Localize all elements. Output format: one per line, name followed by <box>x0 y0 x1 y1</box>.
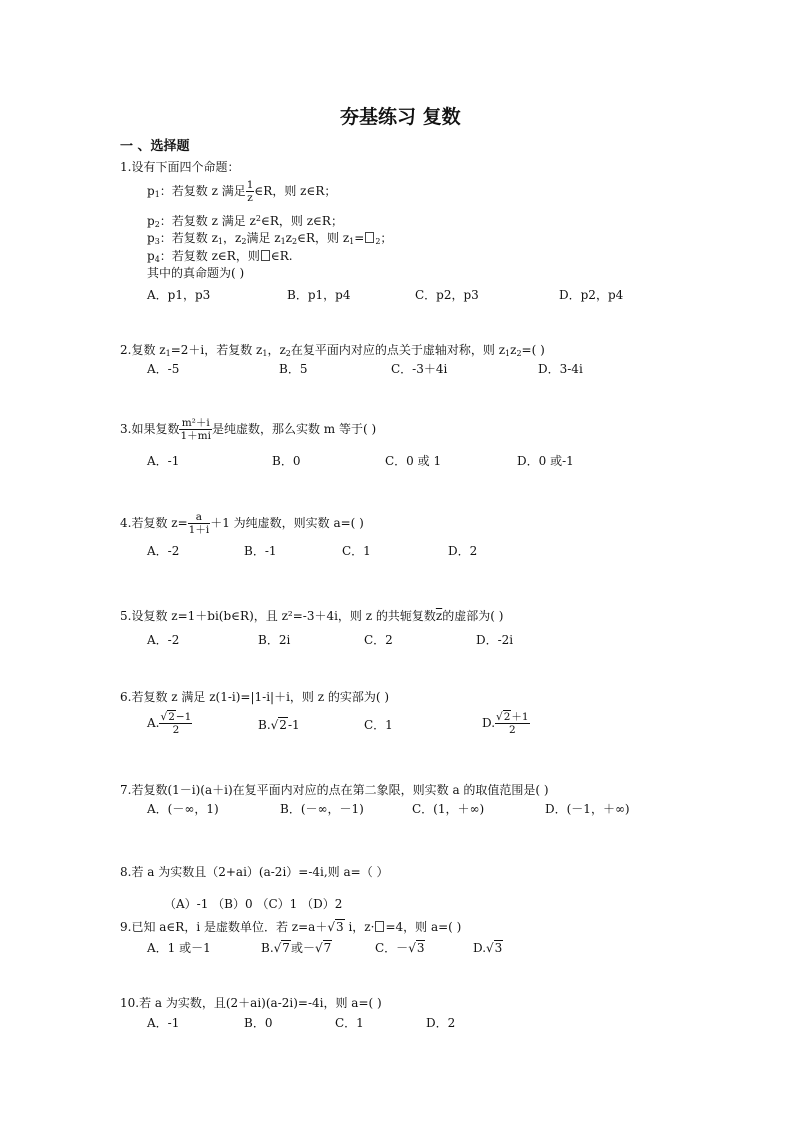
question-2-stem: 2.复数 $z_1=2+i$，若复数 $z_1$，$z_2$在复平面内对应的点关于虚轴对称，则 $z_1z_2=$( ) <box>120 343 545 358</box>
q1-option-b: B．p1，p4 <box>287 288 351 302</box>
page-title: 夯基练习 复数 <box>340 106 461 128</box>
q2-option-a: A．-5 <box>147 362 180 376</box>
q1-option-d: D．p2，p4 <box>559 288 624 302</box>
question-10-stem: 10.若 a 为实数，且(2＋ai)(a-2i)=-4i，则 a=( ) <box>120 996 382 1010</box>
q6-option-a: A. $\frac{√2-1}{2}$ <box>147 711 192 736</box>
q9-option-b: B.√7或－√7 <box>261 941 332 955</box>
q1-proposition-3: $p_3$：若复数 $z_1$，$z_2$满足 $z_1z_2\in R$，则 $z_1= _2$； <box>147 231 393 246</box>
fraction: $\frac{a}{1+i}$ <box>188 511 210 536</box>
placeholder-box-icon <box>261 250 270 261</box>
section-heading: 一 、选择题 <box>120 139 190 154</box>
q3-option-b: B．0 <box>272 454 301 468</box>
fraction: $\frac{\text{m²＋i}}{1+mi}$ <box>180 417 211 442</box>
q10-option-a: A．-1 <box>147 1016 180 1030</box>
q6-option-c: C．1 <box>364 718 393 732</box>
q4-option-c: C．1 <box>342 544 371 558</box>
q9-option-d: D.√3 <box>473 941 503 955</box>
q7-option-d: D．(－1，＋∞) <box>545 802 630 816</box>
q2-option-c: C．-3＋4i <box>391 362 448 376</box>
question-1-stem: 1.设有下面四个命题： <box>120 160 240 174</box>
question-8-stem: 8.若 a 为实数且（2+ai）(a-2i）=-4i,则 a=（ ） <box>120 865 389 879</box>
q7-option-a: A．(－∞，1) <box>147 802 219 816</box>
q8-options: （A）-1 （B）0 （C）1 （D）2 <box>164 897 343 911</box>
q5-option-d: D．-2i <box>476 633 514 647</box>
q5-option-c: C．2 <box>364 633 393 647</box>
q10-option-d: D．2 <box>426 1016 456 1030</box>
q3-option-c: C．0 或 1 <box>385 454 442 468</box>
q7-option-b: B．(－∞，－1) <box>280 802 364 816</box>
q4-option-d: D．2 <box>448 544 478 558</box>
q3-option-d: D．0 或-1 <box>517 454 574 468</box>
q2-option-d: D．3-4i <box>538 362 583 376</box>
q6-option-d: D. $\frac{√2+1}{2}$ <box>482 711 529 736</box>
q10-option-c: C．1 <box>335 1016 364 1030</box>
q1-option-a: A．p1，p3 <box>147 288 211 302</box>
q1-ask: 其中的真命题为( ) <box>147 266 245 280</box>
q5-option-a: A．-2 <box>147 633 180 647</box>
fraction: $\frac{√2+1}{2}$ <box>496 711 529 736</box>
question-9-stem: 9.已知 a∈R，i 是虚数单位．若 z=a＋√3 i，z· =4，则 a=( ) <box>120 920 462 934</box>
q2-option-b: B．5 <box>279 362 308 376</box>
q3-option-a: A．-1 <box>147 454 180 468</box>
fraction: $\frac{1}{z}$ <box>246 179 254 204</box>
q1-proposition-1: $p_1$：若复数 z 满足 $\frac{1}{z}$ ∈R，则 z∈R； <box>147 179 337 204</box>
q10-option-b: B．0 <box>244 1016 273 1030</box>
fraction: $\frac{√2-1}{2}$ <box>160 711 192 736</box>
q1-option-c: C．p2，p3 <box>415 288 479 302</box>
question-6-stem: 6.若复数 z 满足 z(1-i)=|1-i|＋i，则 z 的实部为( ) <box>120 690 390 704</box>
q6-option-b: B.√2-1 <box>258 718 300 732</box>
placeholder-box-icon <box>375 921 384 932</box>
q7-option-c: C．(1，＋∞) <box>412 802 485 816</box>
q4-option-a: A．-2 <box>147 544 180 558</box>
question-3-stem: 3.如果复数 $\frac{\text{m²＋i}}{1+mi}$ 是纯虚数，那么实数 m 等于( ) <box>120 417 377 442</box>
question-4-stem: 4.若复数 z= $\frac{a}{1+i}$ ＋1 为纯虚数，则实数 a=( ) <box>120 511 364 536</box>
question-7-stem: 7.若复数(1－i)(a＋i)在复平面内对应的点在第二象限，则实数 a 的取值范围是( ) <box>120 783 549 797</box>
q1-proposition-2: $p_2$：若复数 z 满足 $z^2\in R$，则 z∈R； <box>147 214 343 229</box>
question-5-stem: 5.设复数 z=1＋bi(b∈R)，且 z²=-3＋4i，则 z 的共轭复数$\overline{z}$的虚部为( ) <box>120 609 504 623</box>
q1-proposition-4: $p_4$：若复数 z∈R，则 ∈R. <box>147 249 293 264</box>
q5-option-b: B．2i <box>258 633 291 647</box>
placeholder-box-icon <box>365 232 374 243</box>
q4-option-b: B．-1 <box>244 544 277 558</box>
q9-option-a: A．1 或－1 <box>147 941 211 955</box>
q9-option-c: C．－√3 <box>375 941 425 955</box>
